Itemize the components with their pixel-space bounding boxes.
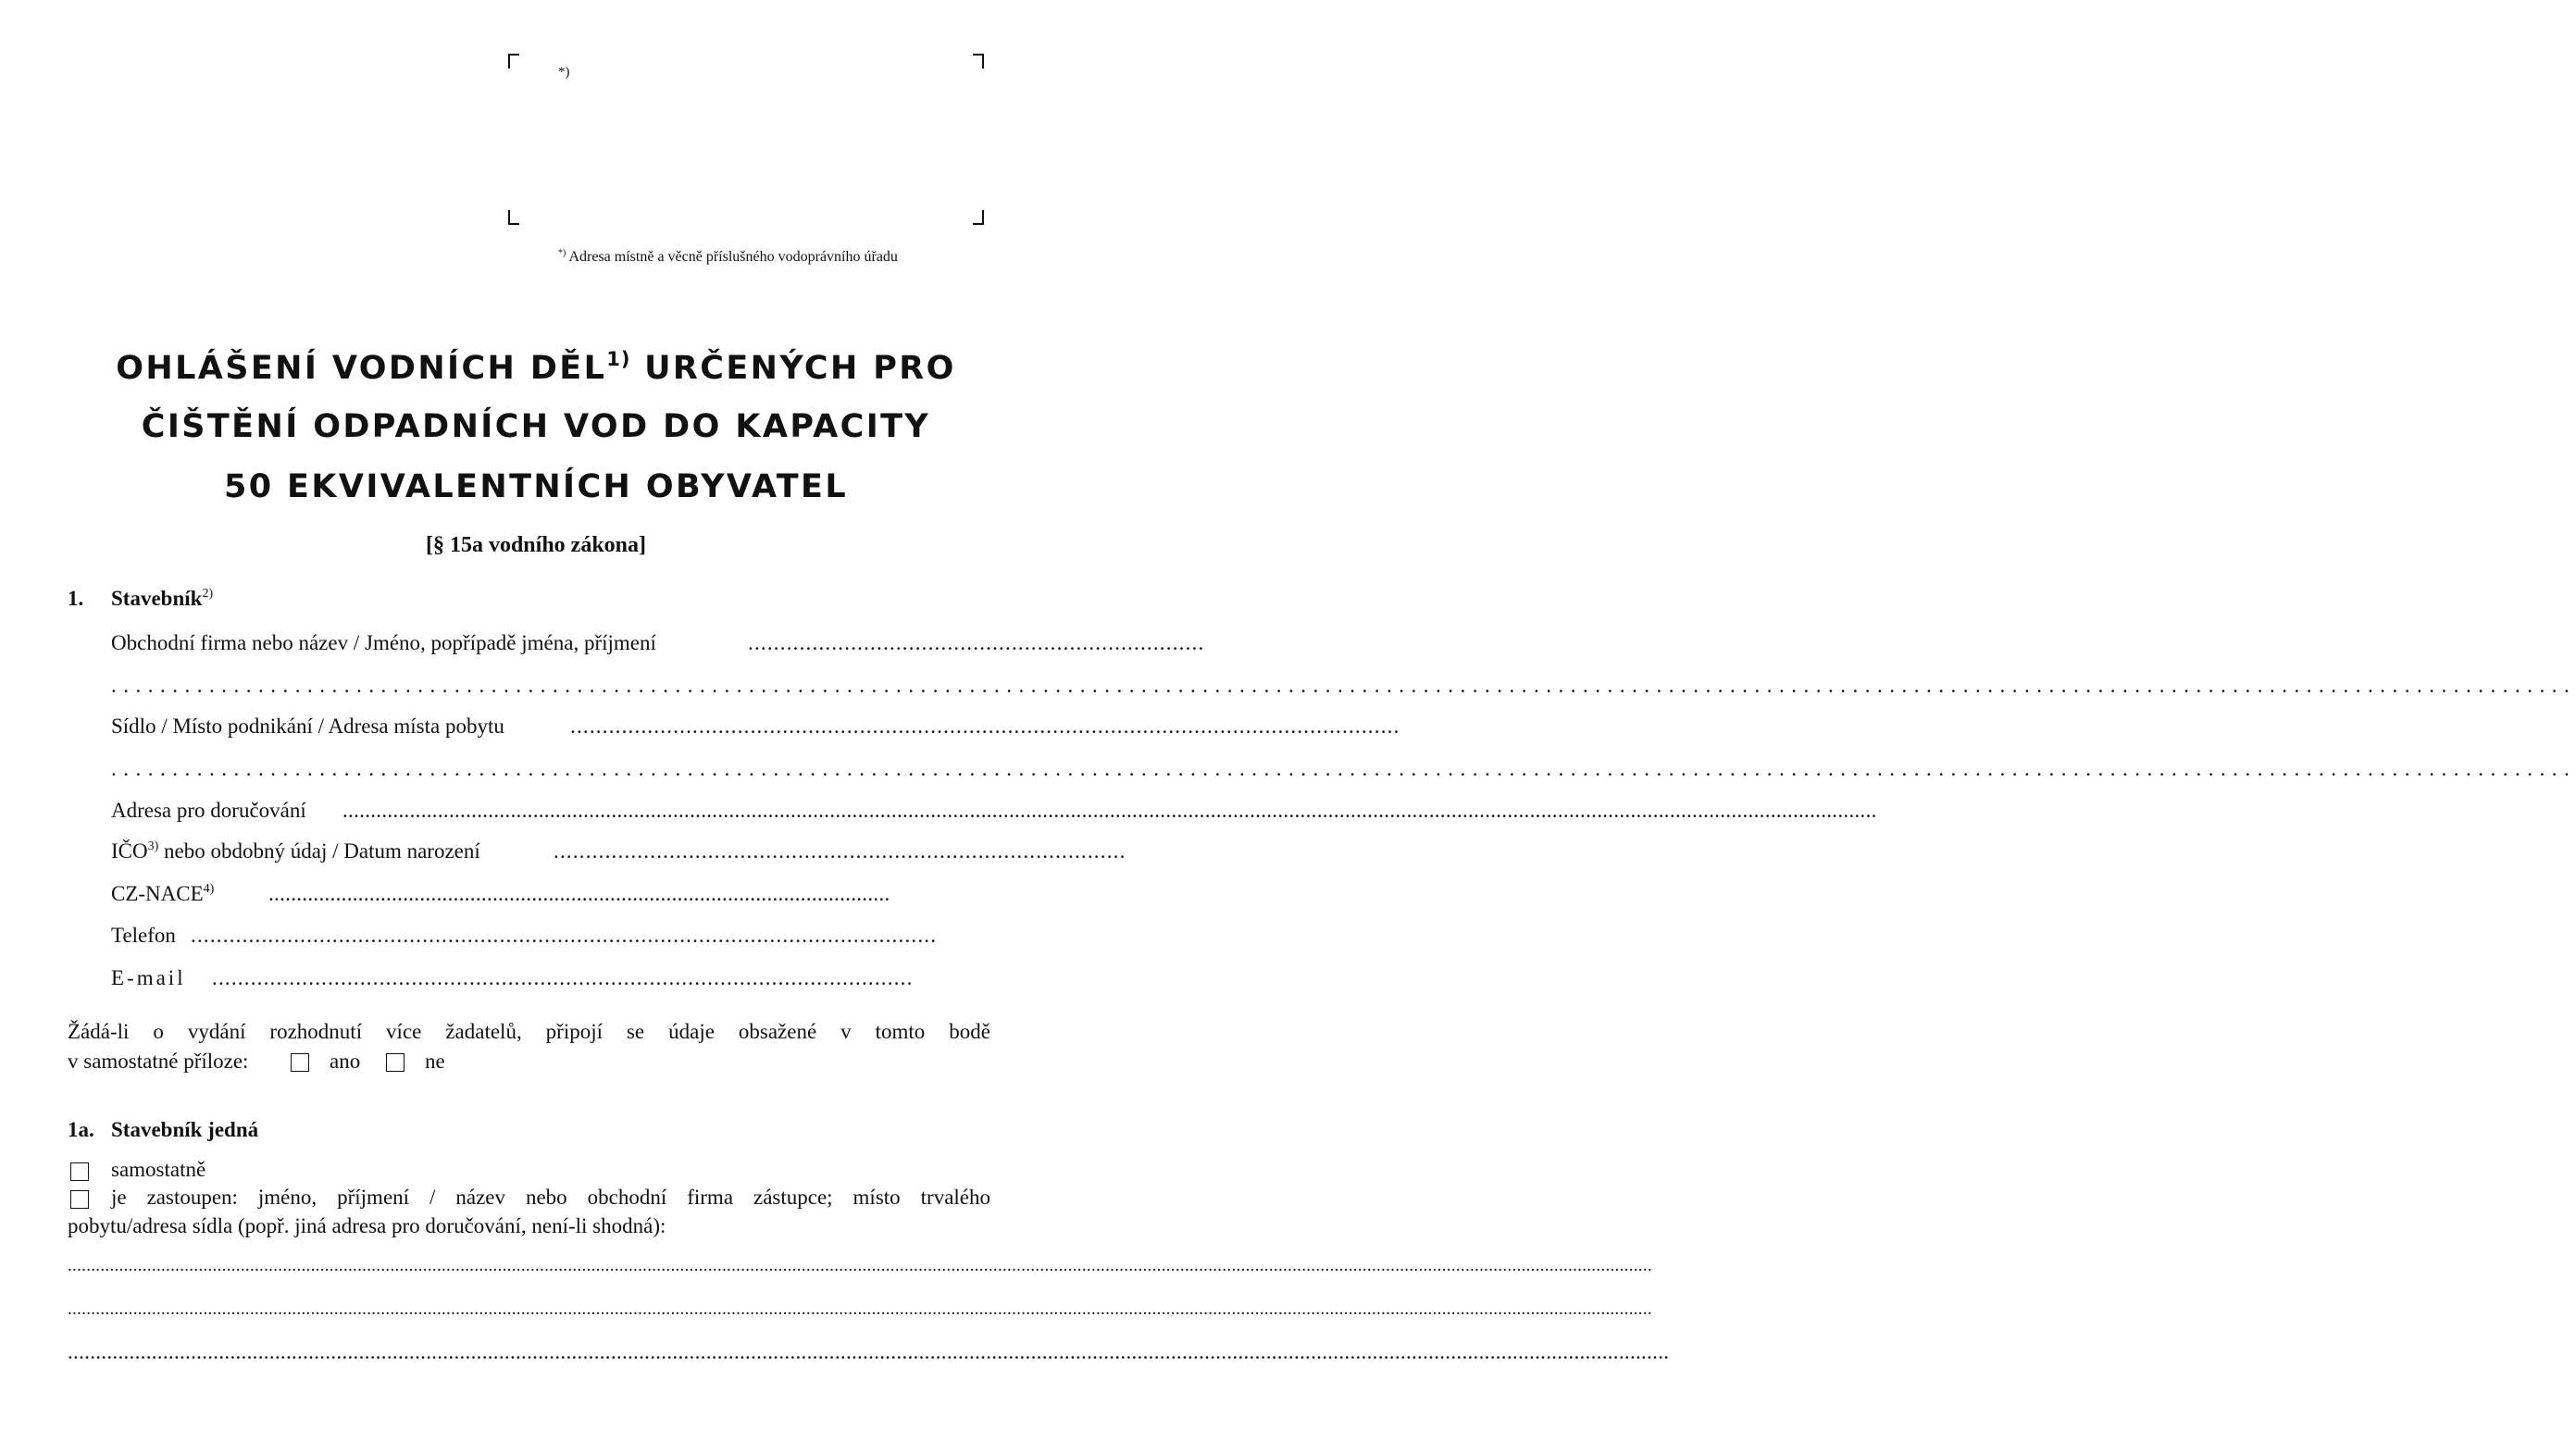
field-nace[interactable]: ...............................................................................................................	[268, 882, 890, 905]
checkbox-attachment-yes[interactable]	[291, 1053, 309, 1072]
label-attachment-yes: ano	[330, 1050, 361, 1073]
field-name-line-1[interactable]: .......................................................................	[748, 631, 1205, 654]
multi-applicant-note: Žádá-li o vydání rozhodnutí více žadatelů, připojí se údaje obsažené v tomto bodě	[68, 1020, 990, 1043]
label-nace-text: CZ-NACE	[111, 882, 204, 905]
field-ico[interactable]: .........................................................................................	[554, 839, 1126, 863]
section-1-heading-text: Stavebník	[111, 587, 203, 610]
label-seat: Sídlo / Místo podnikání / Adresa místa pobytu	[111, 715, 504, 738]
label-phone: Telefon	[111, 924, 176, 947]
address-box-corner-top-right	[973, 54, 984, 68]
title-footnote-ref: 1)	[606, 348, 631, 370]
label-nace	[111, 882, 214, 906]
document-title-line-3: 50 EKVIVALENTNÍCH OBYVATEL	[223, 468, 849, 505]
address-box-corner-bottom-left	[508, 210, 519, 225]
footnote-marker: *)	[558, 248, 566, 258]
label-ico-footnote: 3)	[147, 839, 159, 853]
label-email: E-mail	[111, 966, 186, 989]
section-1-heading-footnote: 2)	[202, 587, 214, 601]
label-delivery: Adresa pro doručování	[111, 799, 306, 822]
document-subtitle: [§ 15a vodního zákona]	[425, 533, 647, 557]
label-ico-text-rest: nebo obdobný údaj / Datum narození	[158, 839, 480, 863]
footnote-text: Adresa místně a věcně příslušného vodoprávního úřadu	[568, 249, 898, 265]
field-phone[interactable]: ....................................................................................................................	[191, 924, 938, 947]
field-name-line-2[interactable]: .........................................................................................................................................................................................................	[111, 674, 2576, 697]
document-title-line-1	[0, 348, 1072, 387]
field-representative-line-2[interactable]: ...................................................................................................................................................................................................................................................................................................................................................	[68, 1299, 1652, 1319]
field-representative-line-3[interactable]: ..............................................................................................................................................................................................................................................................................................	[68, 1340, 1670, 1363]
address-box-corner-top-left	[508, 54, 519, 68]
section-1a-heading: Stavebník jedná	[111, 1118, 259, 1141]
field-email[interactable]: .............................................................................................................	[212, 966, 914, 989]
document-title-line-2: ČIŠTĚNÍ ODPADNÍCH VOD DO KAPACITY	[141, 408, 931, 445]
label-attachment-no: ne	[425, 1050, 445, 1073]
field-seat-line-1[interactable]: .................................................................................................................................	[570, 715, 1400, 738]
field-delivery[interactable]: ..................................................................................................................................................................................................................................................................................	[342, 799, 1877, 822]
section-1-heading	[111, 587, 213, 611]
multi-applicant-note-line-2: v samostatné příloze:	[68, 1050, 249, 1073]
label-ico-text: IČO	[111, 839, 148, 863]
section-1a-number: 1a.	[68, 1118, 94, 1141]
checkbox-represented[interactable]	[70, 1190, 89, 1209]
section-1-number: 1.	[68, 587, 84, 610]
address-box-corner-bottom-right	[973, 210, 984, 225]
label-self: samostatně	[111, 1158, 206, 1181]
label-ico	[111, 839, 480, 864]
title-line-1-part-2: URČENÝCH PRO	[630, 350, 956, 387]
address-footnote	[558, 248, 898, 266]
address-box-marker: *)	[558, 65, 570, 80]
label-name: Obchodní firma nebo název / Jméno, popřípadě jména, příjmení	[111, 631, 656, 654]
label-nace-footnote: 4)	[203, 882, 215, 896]
title-line-1-part-1: OHLÁŠENÍ VODNÍCH DĚL	[116, 350, 607, 387]
checkbox-self[interactable]	[70, 1162, 89, 1181]
label-represented: je zastoupen: jméno, příjmení / název nebo obchodní firma zástupce; místo trvalého	[111, 1186, 990, 1209]
field-seat-line-2[interactable]: .........................................................................................................................................................................................................	[111, 757, 2576, 780]
field-representative-line-1[interactable]: ...................................................................................................................................................................................................................................................................................................................................................	[68, 1256, 1652, 1275]
label-represented-line-2: pobytu/adresa sídla (popř. jiná adresa pro doručování, není-li shodná):	[68, 1214, 666, 1237]
checkbox-attachment-no[interactable]	[386, 1053, 404, 1072]
